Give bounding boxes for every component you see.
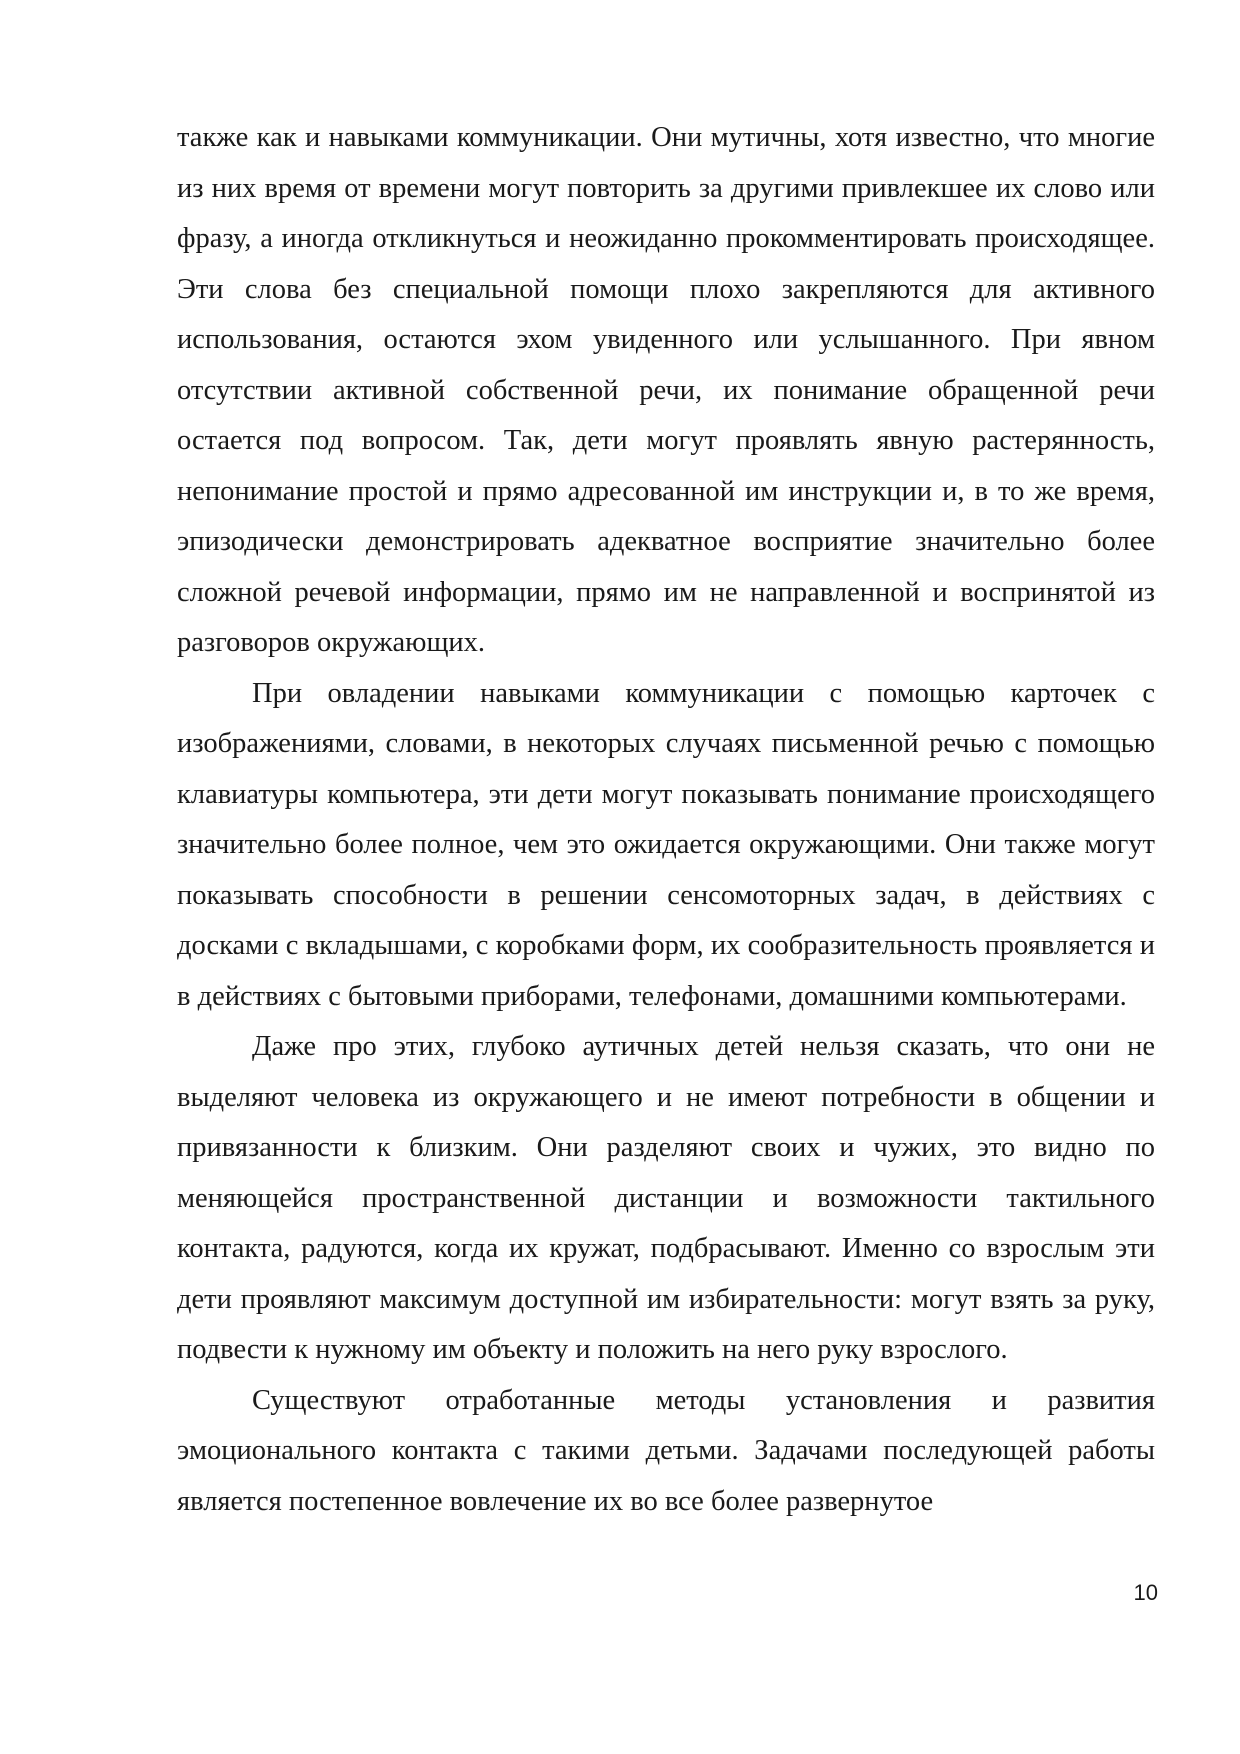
paragraph-3: Даже про этих, глубоко аутичных детей нельзя сказать, что они не выделяют человека из окружающего и не имеют потребности в общении и привязанности к близким. Они разделяют своих и чужих, это видно по меняющейся пространственной дистанции и возможности тактильного контакта, радуются, когда их кружат, подбрасывают. Именно со взрослым эти дети проявляют максимум доступной им избирательности: могут взять за руку, подвести к нужному им объекту и положить на него руку взрослого. bbox=[177, 1031, 1155, 1365]
paragraph-2: При овладении навыками коммуникации с помощью карточек с изображениями, словами, в некоторых случаях письменной речью с помощью клавиатуры компьютера, эти дети могут показывать понимание происходящего значительно более полное, чем это ожидается окружающими. Они также могут показывать способности в решении сенсомоторных задач, в действиях с досками с вкладышами, с коробками форм, их сообразительность проявляется и в действиях с бытовыми приборами, телефонами, домашними компьютерами. bbox=[177, 677, 1155, 1012]
page-number: 10 bbox=[1133, 1580, 1158, 1605]
paragraph-4: Существуют отработанные методы установления и развития эмоционального контакта с такими детьми. Задачами последующей работы является постепенное вовлечение их во все более развернутое bbox=[177, 1384, 1155, 1517]
document-body bbox=[177, 113, 1155, 1527]
paragraph-1: также как и навыками коммуникации. Они мутичны, хотя известно, что многие из них время от времени могут повторить за другими привлекшее их слово или фразу, а иногда откликнуться и неожиданно прокомментировать происходящее. Эти слова без специальной помощи плохо закрепляются для активного использования, остаются эхом увиденного или услышанного. При явном отсутствии активной собственной речи, их понимание обращенной речи остается под вопросом. Так, дети могут проявлять явную растерянность, непонимание простой и прямо адресованной им инструкции и, в то же время, эпизодически демонстрировать адекватное восприятие значительно более сложной речевой информации, прямо им не направленной и воспринятой из разговоров окружающих. bbox=[177, 122, 1155, 658]
